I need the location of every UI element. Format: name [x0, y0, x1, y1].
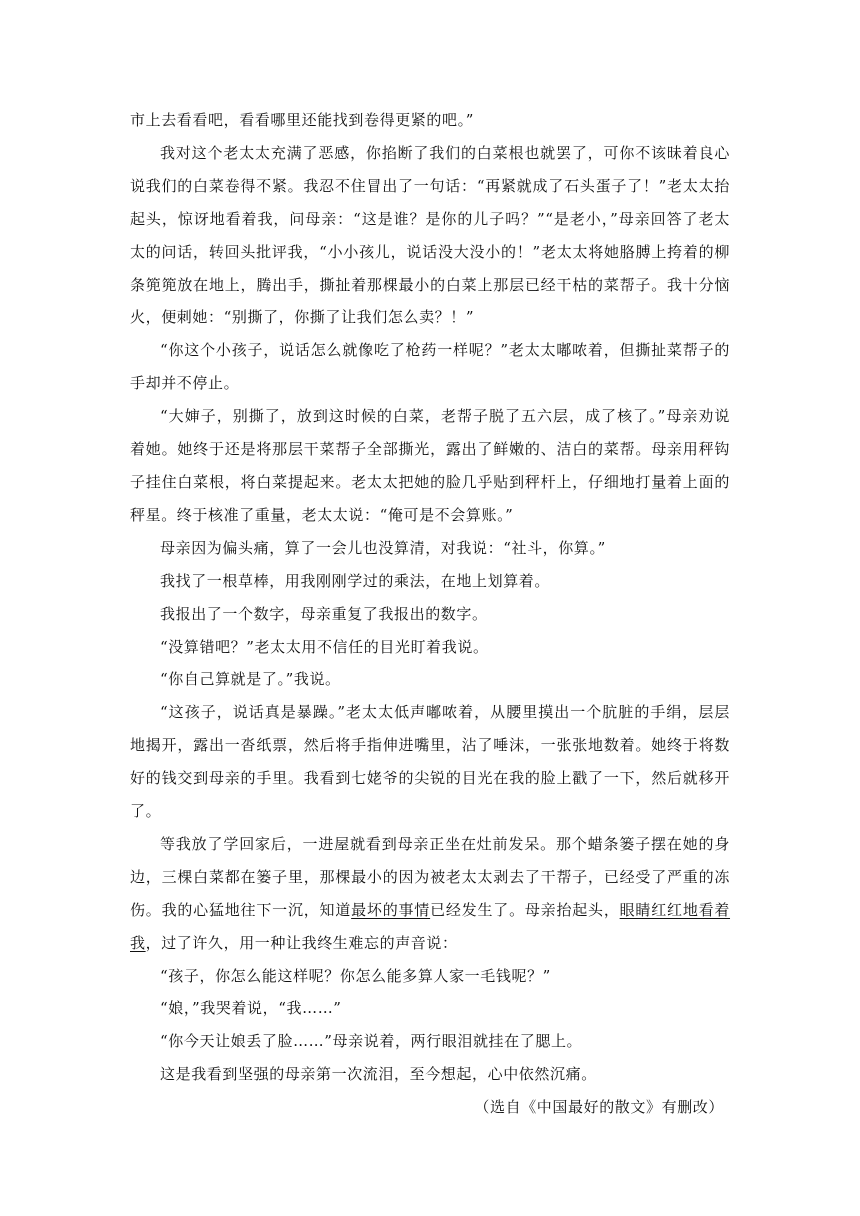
paragraph	[130, 696, 730, 828]
paragraph	[130, 334, 730, 400]
paragraph	[130, 992, 730, 1025]
text-segment: 市上去看看吧，看看哪里还能找到卷得更紧的吧。”	[130, 111, 474, 129]
paragraph	[130, 828, 730, 960]
paragraph	[130, 1058, 730, 1091]
text-segment: “你自己算就是了。”我说。	[160, 670, 341, 689]
text-segment: 我报出了一个数字，母亲重复了我报出的数字。	[160, 604, 488, 623]
paragraph	[130, 137, 730, 334]
text-segment: 这是我看到坚强的母亲第一次流泪，至今想起，心中依然沉痛。	[160, 1065, 597, 1084]
text-segment: 已经发生了。母亲抬起头，	[430, 900, 620, 919]
text-segment: ，过了许久，用一种让我终生难忘的声音说：	[145, 933, 458, 952]
text-segment: “娘，”我哭着说，“我……”	[160, 999, 342, 1018]
text-segment: “孩子，你怎么能这样呢？你怎么能多算人家一毛钱呢？”	[160, 966, 551, 985]
source-citation: （选自《中国最好的散文》有删改）	[474, 1098, 724, 1117]
text-segment: “没算错吧？”老太太用不信任的目光盯着我说。	[160, 637, 489, 656]
paragraph	[130, 598, 730, 631]
text-segment: 等我放了学回家后，一进屋就看到母亲正坐在灶前发呆。那个蜡条篓子摆在她的身边，三棵白菜都在篓子里，那棵最小的因为被老太太剥去了干帮子，已经受了严重的冻伤。我的心猛地往下一沉，知道	[130, 834, 730, 919]
text-segment: 我找了一根草棒，用我刚刚学过的乘法，在地上划算着。	[160, 571, 551, 590]
text-segment: “你今天让娘丢了脸……”母亲说着，两行眼泪就挂在了腮上。	[160, 1032, 583, 1051]
paragraph	[130, 565, 730, 598]
paragraph	[130, 400, 730, 532]
paragraph	[130, 631, 730, 664]
text-segment: 我对这个老太太充满了恶感，你掐断了我们的白菜根也就罢了，可你不该昧着良心说我们的白菜卷得不紧。我忍不住冒出了一句话：“再紧就成了石头蛋子了！”老太太抬起头，惊讶地看着我，问母亲：“这是谁？是你的儿子吗？”“是老小，”母亲回答了老太太的问话，转回头批评我，“小小孩儿，说话没大没小的！”老太太将她胳膊上挎着的柳条篼篼放在地上，腾出手，撕扯着那棵最小的白菜上那层已经干枯的菜帮子。我十分恼火，便刺她：“别撕了，你撕了让我们怎么卖？！”	[130, 143, 730, 327]
text-segment: “大婶子，别撕了，放到这时候的白菜，老帮子脱了五六层，成了核了。”母亲劝说着她。她终于还是将那层干菜帮子全部撕光，露出了鲜嫩的、洁白的菜帮。母亲用秤钩子挂住白菜根，将白菜提起来。老太太把她的脸几乎贴到秤杆上，仔细地打量着上面的秤星。终于核准了重量，老太太说：“俺可是不会算账。”	[130, 407, 730, 524]
paragraph	[130, 532, 730, 565]
essay-text	[130, 104, 730, 1124]
text-segment: “这孩子，说话真是暴躁。”老太太低声嘟哝着，从腰里摸出一个肮脏的手绢，层层地揭开，露出一沓纸票，然后将手指伸进嘴里，沾了唾沫，一张张地数着。她终于将数好的钱交到母亲的手里。我看到七姥爷的尖锐的目光在我的脸上戳了一下，然后就移开了。	[130, 703, 730, 821]
paragraph	[130, 1025, 730, 1058]
paragraph	[130, 960, 730, 993]
text-segment: 母亲因为偏头痛，算了一会儿也没算清，对我说：“社斗，你算。”	[160, 538, 606, 557]
paragraph	[130, 104, 730, 137]
underlined-phrase: 最坏的事情	[351, 900, 431, 919]
text-segment: “你这个小孩子，说话怎么就像吃了枪药一样呢？”老太太嘟哝着，但撕扯菜帮子的手却并不停止。	[130, 341, 730, 393]
underlined-phrase: 眼睛红红地看着我	[130, 900, 731, 952]
paragraph	[130, 663, 730, 696]
